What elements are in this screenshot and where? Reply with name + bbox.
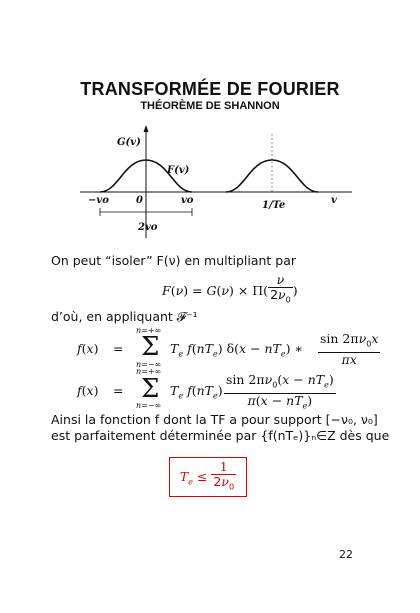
label-one-over-te: 1/Te	[262, 200, 286, 211]
label-v-axis: v	[331, 195, 337, 206]
ainsi-text-line2: est parfaitement déterminée par {f(nTₑ)}ₙ∈Z dès que	[51, 428, 390, 443]
label-g-nu: G(v)	[117, 137, 141, 148]
vertical-axis-arrow	[144, 125, 149, 132]
page-subtitle: THÉORÈME DE SHANNON	[140, 100, 280, 112]
slide-page: TRANSFORMÉE DE FOURIER THÉORÈME DE SHANNON G(v) F(v) −vo 0 vo 1/Te v 2vo On peut “isoler” F(ν) en multipliant par F ( ν ) = G ( ν ) × Π( $\frac{\nu}{2\nu_0}$ ) d’où, en appliquant 𝓕⁻¹ f(x) = n=+∞ Σ n=−∞ $T_e$ $f(nT_e) \delta(x - nT_e)$ ∗ $\frac{\sin 2\pi\nu_0x}{\pi x}$ f(x) = n=+∞ Σ n=−∞ $T_e$ $f(nT_e)$ $\frac{\sin 2\pi\nu_0(x - nT_e)}{\pi(x - nT_e)}$ Ainsi la fonction f dont la TF a pour support [−ν₀, ν₀] est parfaitement déterminée par {f(nTₑ)}ₙ∈Z dès que $T_e$ ≤ $\frac{1}{2\nu_0}$ 22	[0, 0, 420, 613]
label-vo: vo	[181, 195, 194, 206]
page-number: 22	[339, 548, 353, 561]
spectrum-figure	[0, 120, 420, 240]
label-minus-vo: −vo	[88, 195, 109, 206]
label-two-vo: 2vo	[138, 222, 158, 233]
equation-f-nu: F ( ν ) = G ( ν ) × Π( $\frac{\nu}{2\nu_0}$ )	[162, 271, 298, 305]
shannon-condition-box: $T_e$ ≤ $\frac{1}{2\nu_0}$	[169, 457, 247, 497]
label-f-nu: F(v)	[167, 165, 190, 176]
dou-text: d’où, en appliquant 𝓕⁻¹	[51, 309, 198, 324]
isoler-text: On peut “isoler” F(ν) en multipliant par	[51, 253, 297, 268]
page-title: TRANSFORMÉE DE FOURIER	[80, 79, 340, 99]
label-zero: 0	[136, 195, 143, 206]
ainsi-text-line1: Ainsi la fonction f dont la TF a pour support [−ν₀, ν₀]	[51, 412, 378, 427]
